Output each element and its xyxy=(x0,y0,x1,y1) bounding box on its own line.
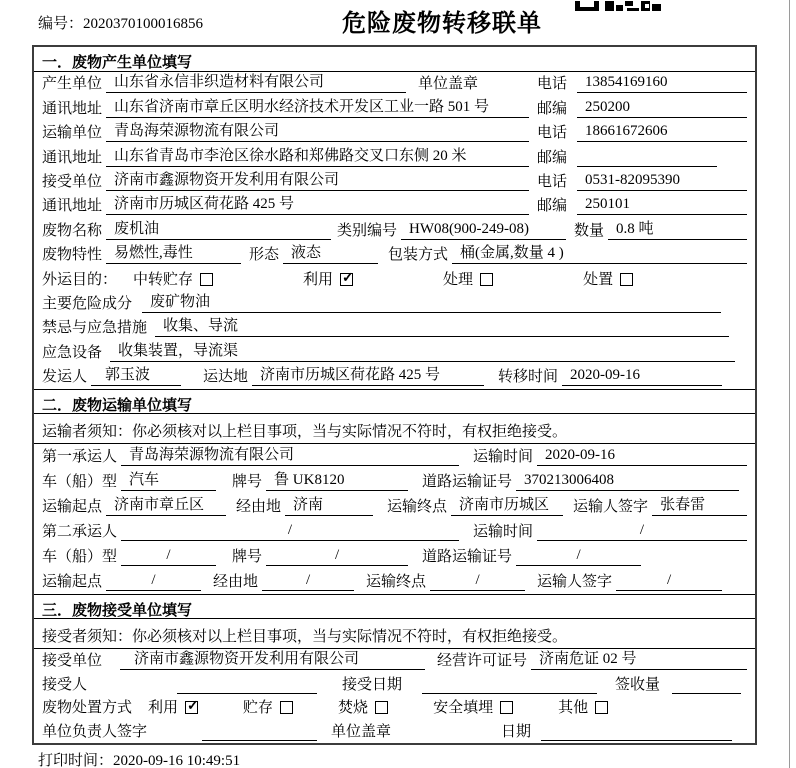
carrier-sign-value: 张春雷 xyxy=(652,493,747,516)
road-permit-label: 道路运输证号 xyxy=(422,474,513,491)
row-route-2 xyxy=(34,569,755,594)
waste-name-value: 废机油 xyxy=(106,217,331,240)
serial-label: 编号： xyxy=(38,16,84,32)
generator-unit-value: 山东省永信非织造材料有限公司 xyxy=(106,70,406,93)
row-waste-name xyxy=(34,218,755,242)
carrier2-value: / xyxy=(121,522,459,541)
date-value xyxy=(541,724,732,741)
row-generator-unit xyxy=(34,72,755,96)
row-disposal-method xyxy=(34,697,755,721)
carrier-sign-label: 运输人签字 xyxy=(573,499,649,516)
waste-name-label: 废物名称 xyxy=(42,222,103,239)
zip-label: 邮编 xyxy=(537,100,568,117)
license-value: 济南危证 02 号 xyxy=(531,647,747,670)
generator-unit-label: 产生单位 xyxy=(42,76,103,93)
destination-label: 运达地 xyxy=(203,369,249,386)
checkbox xyxy=(340,273,353,286)
road-permit-value: 370213006408 xyxy=(516,472,739,491)
date-label: 日期 xyxy=(501,724,532,741)
purpose-option-dispose: 处置 xyxy=(583,268,633,289)
transfer-time-label: 转移时间 xyxy=(498,369,559,386)
page-edge-divider xyxy=(789,0,790,768)
row-hazard-component xyxy=(34,292,755,316)
disposal-label: 废物处置方式 xyxy=(42,700,133,717)
section1-body xyxy=(34,72,755,389)
address-label: 通讯地址 xyxy=(42,149,103,166)
section3-notice: 接受者须知：你必须核对以上栏目事项，当与实际情况不符时，有权拒绝接受。 xyxy=(34,619,755,649)
hazard-value: 废矿物油 xyxy=(142,290,721,313)
origin-label: 运输起点 xyxy=(42,574,103,591)
section2-header: 二．废物运输单位填写 xyxy=(34,389,755,414)
print-time-line xyxy=(38,749,240,768)
equipment-label: 应急设备 xyxy=(42,344,103,361)
packing-label: 包装方式 xyxy=(388,247,449,264)
disposal-option-store: 贮存 xyxy=(243,696,293,717)
address-value: 济南市历城区荷花路 425 号 xyxy=(106,192,529,215)
purpose-option-treat: 处理 xyxy=(443,268,493,289)
transport-time-value: 2020-09-16 xyxy=(537,447,747,466)
shipper-label: 发运人 xyxy=(42,369,88,386)
phone-label: 电话 xyxy=(537,173,568,190)
row-transport-unit xyxy=(34,121,755,145)
vehicle-type-value: / xyxy=(121,547,216,566)
unit-seal-label: 单位盖章 xyxy=(418,76,479,93)
endpoint-label: 运输终点 xyxy=(366,574,427,591)
checkbox xyxy=(185,701,198,714)
purpose-label: 外运目的： xyxy=(42,271,118,288)
origin-value: 济南市章丘区 xyxy=(106,493,226,516)
row-receiver-address xyxy=(34,194,755,218)
row-first-carrier xyxy=(34,444,755,469)
row-manager-sign xyxy=(34,720,755,744)
hazard-label: 主要危险成分 xyxy=(42,295,133,312)
address-label: 通讯地址 xyxy=(42,100,103,117)
plate-label: 牌号 xyxy=(232,474,263,491)
section2-body xyxy=(34,444,755,594)
section3-header: 三．废物接受单位填写 xyxy=(34,594,755,619)
disposal-option-incinerate: 焚烧 xyxy=(338,696,388,717)
transfer-time-value: 2020-09-16 xyxy=(562,367,722,386)
unit-seal-label: 单位盖章 xyxy=(331,724,392,741)
via-label: 经由地 xyxy=(236,499,282,516)
section1-header: 一．废物产生单位填写 xyxy=(34,47,755,72)
endpoint-value: / xyxy=(430,572,525,591)
quantity-value: 0.8 吨 xyxy=(608,217,747,240)
checkbox xyxy=(200,273,213,286)
phone-value: 18661672606 xyxy=(577,123,747,142)
row-taboo-measures xyxy=(34,316,755,340)
manifest-form xyxy=(32,45,757,745)
carrier-sign-label: 运输人签字 xyxy=(537,574,613,591)
via-label: 经由地 xyxy=(213,574,259,591)
taboo-label: 禁忌与应急措施 xyxy=(42,320,148,337)
road-permit-value: / xyxy=(516,547,641,566)
address-value: 山东省济南市章丘区明水经济技术开发区工业一路 501 号 xyxy=(106,95,529,118)
receiver-unit-value: 济南市鑫源物资开发利用有限公司 xyxy=(106,168,529,191)
license-label: 经营许可证号 xyxy=(437,652,528,669)
row-vehicle-2 xyxy=(34,544,755,569)
category-label: 类别编号 xyxy=(337,222,398,239)
character-label: 废物特性 xyxy=(42,247,103,264)
phone-value: 13854169160 xyxy=(577,74,747,93)
row-emergency-equipment xyxy=(34,340,755,364)
receiver-unit-label: 接受单位 xyxy=(42,173,103,190)
disposal-option-utilize: 利用 ✓ xyxy=(148,696,198,717)
row-second-carrier xyxy=(34,519,755,544)
carrier-sign-value: / xyxy=(616,572,722,591)
checkbox xyxy=(620,273,633,286)
signed-amount-value xyxy=(672,677,741,694)
transport-time-label: 运输时间 xyxy=(473,449,534,466)
zip-label: 邮编 xyxy=(537,149,568,166)
accept-date-value xyxy=(422,677,597,694)
row-recipient xyxy=(34,673,755,697)
row-generator-address xyxy=(34,96,755,120)
endpoint-value: 济南市历城区 xyxy=(451,493,563,516)
carrier1-value: 青岛海荣源物流有限公司 xyxy=(121,443,459,466)
row-receiver-unit xyxy=(34,170,755,194)
transport-time-label: 运输时间 xyxy=(473,524,534,541)
serial-number: 2020370100016856 xyxy=(83,16,204,32)
character-value: 易燃性,毒性 xyxy=(106,241,241,264)
form-label: 形态 xyxy=(249,247,280,264)
purpose-option-storage: 中转贮存 xyxy=(133,268,213,289)
print-time-value: 2020-09-16 10:49:51 xyxy=(113,753,241,768)
vehicle-type-label: 车（船）型 xyxy=(42,474,118,491)
address-label: 通讯地址 xyxy=(42,198,103,215)
via-value: 济南 xyxy=(285,493,373,516)
zip-value: 250101 xyxy=(577,196,747,215)
checkbox xyxy=(375,701,388,714)
equipment-value: 收集装置，导流渠 xyxy=(110,339,735,362)
disposal-option-other: 其他 xyxy=(558,696,608,717)
phone-label: 电话 xyxy=(537,76,568,93)
print-time-label: 打印时间： xyxy=(38,753,114,768)
taboo-value: 收集、导流 xyxy=(155,314,729,337)
vehicle-type-label: 车（船）型 xyxy=(42,549,118,566)
plate-value: / xyxy=(266,547,408,566)
via-value: / xyxy=(262,572,354,591)
row-waste-character xyxy=(34,243,755,267)
form-value: 液态 xyxy=(283,241,378,264)
origin-label: 运输起点 xyxy=(42,499,103,516)
page-title: 危险废物转移联单 xyxy=(342,10,542,37)
shipper-value: 郭玉波 xyxy=(91,363,181,386)
section2-notice: 运输者须知：你必须核对以上栏目事项，当与实际情况不符时，有权拒绝接受。 xyxy=(34,414,755,444)
transport-time-value: / xyxy=(537,522,747,541)
vehicle-type-value: 汽车 xyxy=(121,468,216,491)
destination-value: 济南市历城区荷花路 425 号 xyxy=(252,363,484,386)
checkbox xyxy=(500,701,513,714)
origin-value: / xyxy=(106,572,201,591)
signed-amount-label: 签收量 xyxy=(615,676,661,693)
carrier1-label: 第一承运人 xyxy=(42,449,118,466)
transport-unit-label: 运输单位 xyxy=(42,125,103,142)
address-value: 山东省青岛市李沧区徐水路和郑佛路交叉口东侧 20 米 xyxy=(106,144,529,167)
manager-sign-label: 单位负责人签字 xyxy=(42,724,148,741)
plate-value: 鲁 UK8120 xyxy=(266,468,408,491)
checkbox xyxy=(280,701,293,714)
accept-unit-label: 接受单位 xyxy=(42,652,103,669)
checkbox xyxy=(480,273,493,286)
plate-label: 牌号 xyxy=(232,549,263,566)
carrier2-label: 第二承运人 xyxy=(42,524,118,541)
category-value: HW08(900-249-08) xyxy=(401,221,566,240)
accept-date-label: 接受日期 xyxy=(342,676,403,693)
checkbox xyxy=(595,701,608,714)
row-accept-unit xyxy=(34,649,755,673)
road-permit-label: 道路运输证号 xyxy=(422,549,513,566)
transport-unit-value: 青岛海荣源物流有限公司 xyxy=(106,119,529,142)
endpoint-label: 运输终点 xyxy=(387,499,448,516)
row-route-1 xyxy=(34,494,755,519)
quantity-label: 数量 xyxy=(574,222,605,239)
section3-body xyxy=(34,649,755,744)
recipient-label: 接受人 xyxy=(42,676,88,693)
packing-value: 桶(金属,数量 4 ) xyxy=(452,241,747,264)
zip-value: 250200 xyxy=(577,99,747,118)
accept-unit-value: 济南市鑫源物资开发利用有限公司 xyxy=(120,647,425,670)
recipient-value xyxy=(177,677,317,694)
qr-code-fragment xyxy=(575,0,661,11)
disposal-option-landfill: 安全填埋 xyxy=(433,696,513,717)
row-transfer-purpose xyxy=(34,267,755,291)
row-vehicle-1 xyxy=(34,469,755,494)
zip-label: 邮编 xyxy=(537,198,568,215)
row-shipper xyxy=(34,365,755,389)
row-transport-address xyxy=(34,145,755,169)
phone-label: 电话 xyxy=(537,125,568,142)
phone-value: 0531-82095390 xyxy=(577,172,747,191)
manager-sign-value xyxy=(202,724,317,741)
zip-value xyxy=(577,150,717,167)
purpose-option-utilize: 利用 ✓ xyxy=(303,268,353,289)
